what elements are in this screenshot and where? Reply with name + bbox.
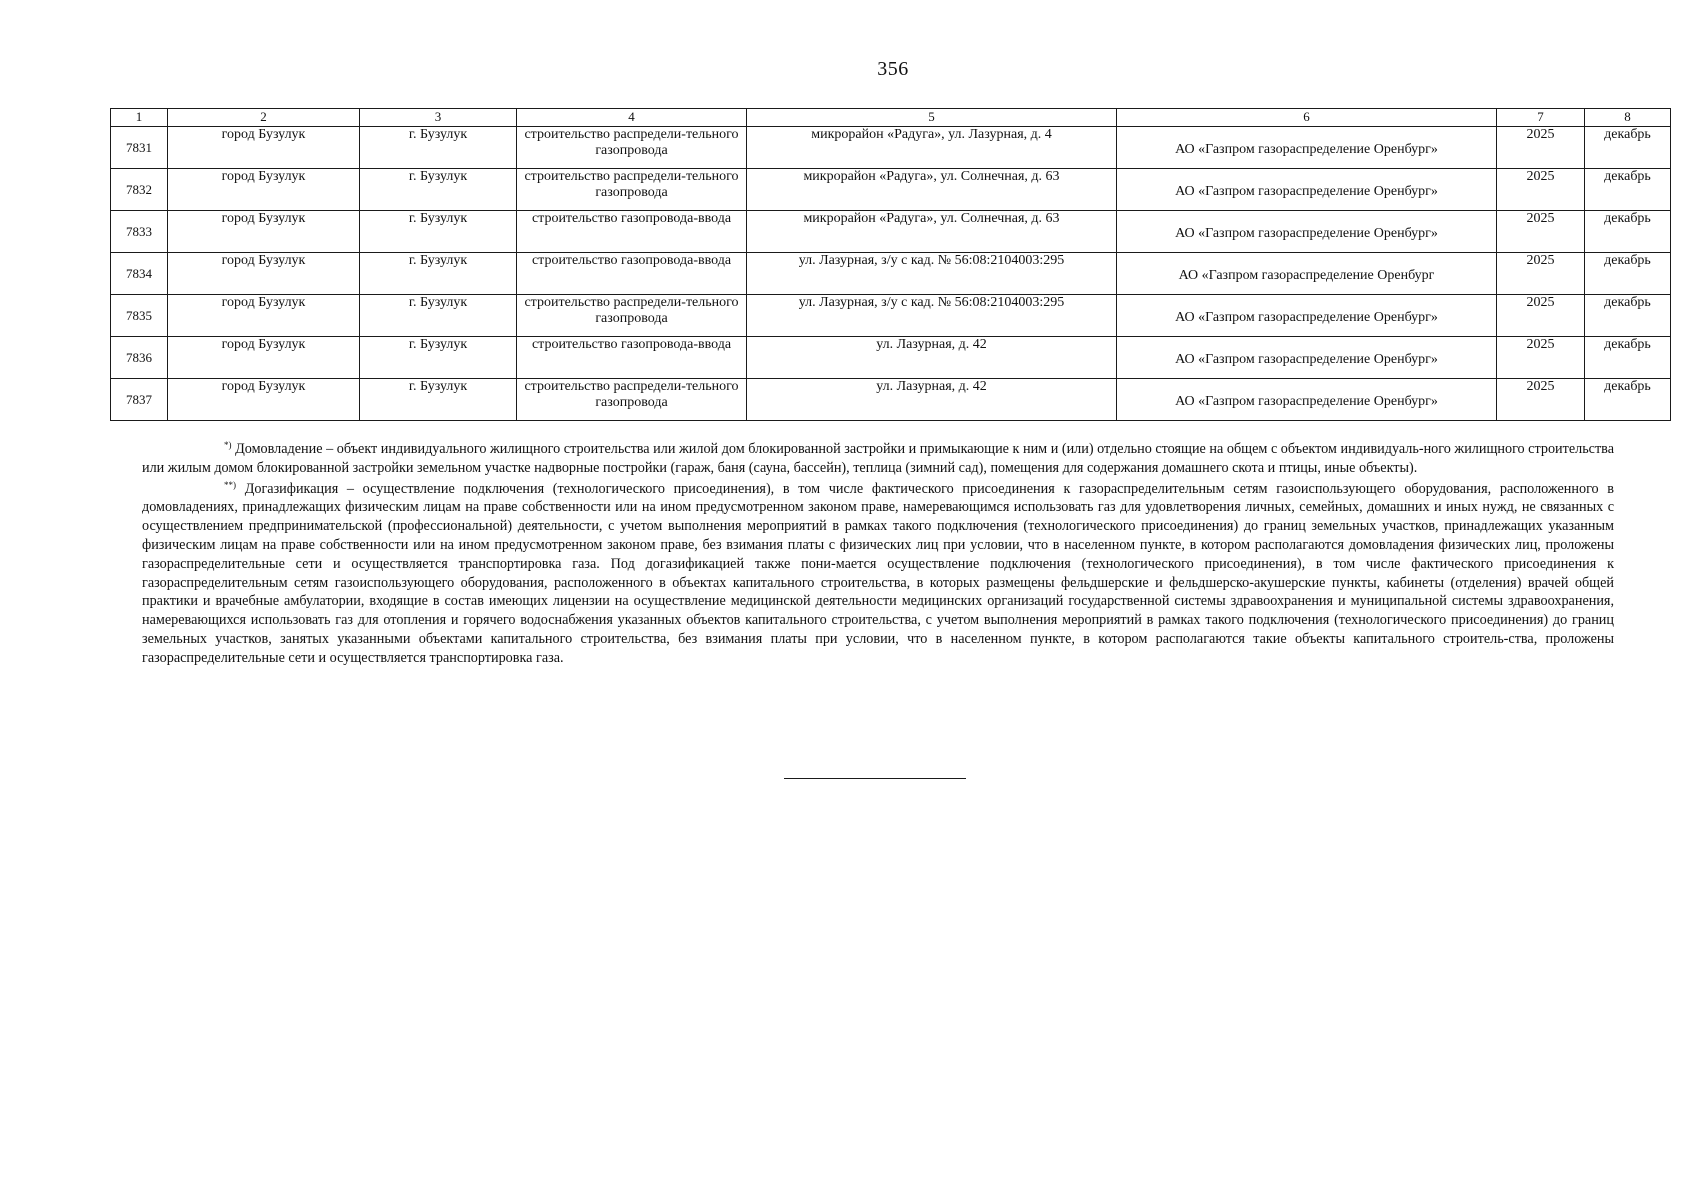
row-number: 7837 [111, 379, 168, 421]
month-cell: декабрь [1585, 211, 1671, 253]
year-cell: 2025 [1497, 253, 1585, 295]
month-cell: декабрь [1585, 379, 1671, 421]
column-number-row [111, 109, 1671, 127]
municipality-cell: город Бузулук [168, 127, 360, 169]
locality-cell: г. Бузулук [360, 337, 517, 379]
municipality-cell: город Бузулук [168, 211, 360, 253]
organization-cell: АО «Газпром газораспределение Оренбург» [1117, 379, 1497, 421]
address-cell: микрорайон «Радуга», ул. Лазурная, д. 4 [747, 127, 1117, 169]
work-type-cell: строительство распредели-тельного газопровода [517, 295, 747, 337]
year-cell: 2025 [1497, 379, 1585, 421]
footnote-marker: *) [224, 440, 232, 450]
table-row [111, 337, 1671, 379]
locality-cell: г. Бузулук [360, 211, 517, 253]
work-type-cell: строительство распредели-тельного газопровода [517, 169, 747, 211]
year-cell: 2025 [1497, 127, 1585, 169]
address-cell: микрорайон «Радуга», ул. Солнечная, д. 63 [747, 169, 1117, 211]
work-type-cell: строительство газопровода-ввода [517, 253, 747, 295]
end-of-document-rule [784, 778, 966, 779]
column-header: 3 [360, 109, 517, 127]
work-type-cell: строительство распредели-тельного газопровода [517, 379, 747, 421]
organization-cell: АО «Газпром газораспределение Оренбург» [1117, 127, 1497, 169]
year-cell: 2025 [1497, 169, 1585, 211]
table-row [111, 169, 1671, 211]
footnote-text: Догазификация – осуществление подключения (технологического присоединения), в том числе фактического присоединения к газораспределительным сетям газоиспользующего оборудования, расположенного в домовладениях, принадлежащих физическим лицам на праве собственности или на ином предусмотренном законом праве, намеревающимся использовать газ для удовлетворения личных, семейных, домашних и иных нужд, не связанных с осуществлением предпринимательской (профессиональной) деятельности, с учетом выполнения мероприятий в рамках такого подключения (технологического присоединения) до границ земельных участков, принадлежащих указанным физическим лицам на праве собственности или на ином предусмотренном законом праве, без взимания платы с физических лиц при условии, что в населенном пункте, в котором располагаются домовладения физических лиц, проложены газораспределительные сети и осуществляется транспортировка газа. Под догазификацией также пони-мается осуществление подключения (технологического присоединения), в том числе фактического присоединения к газораспределительным сетям газоиспользующего оборудования, расположенного в объектах капитального строительства, в которых размещены фельдшерские и фельдшерско-акушерские пункты, кабинеты (отделения) врачей общей практики и врачебные амбулатории, входящие в состав имеющих лицензии на осуществление медицинской деятельности медицинских организаций государственной системы здравоохранения и муниципальной системы здравоохранения, намеревающихся использовать газ для отопления и горячего водоснабжения указанных объектов капитального строительства, с учетом выполнения мероприятий в рамках такого подключения (технологического присоединения) до границ земельных участков, занятых указанными объектами капитального строительства, без взимания платы при условии, что в населенном пункте, в котором располагаются такие объекты капитального строитель-ства, проложены газораспределительные сети и осуществляется транспортировка газа. [142, 480, 1615, 666]
address-cell: микрорайон «Радуга», ул. Солнечная, д. 63 [747, 211, 1117, 253]
row-number: 7831 [111, 127, 168, 169]
month-cell: декабрь [1585, 337, 1671, 379]
locality-cell: г. Бузулук [360, 253, 517, 295]
organization-cell: АО «Газпром газораспределение Оренбург» [1117, 337, 1497, 379]
column-header: 6 [1117, 109, 1497, 127]
footnotes [142, 440, 1614, 670]
address-cell: ул. Лазурная, д. 42 [747, 337, 1117, 379]
locality-cell: г. Бузулук [360, 295, 517, 337]
year-cell: 2025 [1497, 337, 1585, 379]
year-cell: 2025 [1497, 211, 1585, 253]
address-cell: ул. Лазурная, д. 42 [747, 379, 1117, 421]
table-row [111, 127, 1671, 169]
column-header: 4 [517, 109, 747, 127]
locality-cell: г. Бузулук [360, 127, 517, 169]
row-number: 7836 [111, 337, 168, 379]
column-header: 5 [747, 109, 1117, 127]
municipality-cell: город Бузулук [168, 337, 360, 379]
table-row [111, 295, 1671, 337]
organization-cell: АО «Газпром газораспределение Оренбург» [1117, 169, 1497, 211]
column-header: 1 [111, 109, 168, 127]
year-cell: 2025 [1497, 295, 1585, 337]
organization-cell: АО «Газпром газораспределение Оренбург» [1117, 295, 1497, 337]
row-number: 7835 [111, 295, 168, 337]
row-number: 7833 [111, 211, 168, 253]
locality-cell: г. Бузулук [360, 169, 517, 211]
row-number: 7834 [111, 253, 168, 295]
footnote-text: Домовладение – объект индивидуального жилищного строительства или жилой дом блокированной застройки и примыкающие к ним и (или) отдельно стоящие на общем с объектом индивидуаль-ного жилищного строительства или жилым домом блокированной застройки земельном участке надворные постройки (гараж, баня (сауна, бассейн), теплица (зимний сад), помещения для содержания домашнего скота и птицы, иные объекты). [142, 441, 1614, 476]
address-cell: ул. Лазурная, з/у с кад. № 56:08:2104003:295 [747, 295, 1117, 337]
table-row [111, 379, 1671, 421]
column-header: 8 [1585, 109, 1671, 127]
address-cell: ул. Лазурная, з/у с кад. № 56:08:2104003:295 [747, 253, 1117, 295]
work-type-cell: строительство газопровода-ввода [517, 211, 747, 253]
month-cell: декабрь [1585, 169, 1671, 211]
organization-cell: АО «Газпром газораспределение Оренбург» [1117, 211, 1497, 253]
municipality-cell: город Бузулук [168, 169, 360, 211]
month-cell: декабрь [1585, 253, 1671, 295]
municipality-cell: город Бузулук [168, 379, 360, 421]
gasification-table [110, 108, 1671, 421]
table-row [111, 253, 1671, 295]
organization-cell: АО «Газпром газораспределение Оренбург [1117, 253, 1497, 295]
footnote-household [142, 440, 1614, 478]
table-row [111, 211, 1671, 253]
footnote-additional-gasification [142, 480, 1614, 668]
column-header: 7 [1497, 109, 1585, 127]
month-cell: декабрь [1585, 127, 1671, 169]
locality-cell: г. Бузулук [360, 379, 517, 421]
work-type-cell: строительство газопровода-ввода [517, 337, 747, 379]
row-number: 7832 [111, 169, 168, 211]
footnote-marker: **) [224, 479, 236, 490]
column-header: 2 [168, 109, 360, 127]
page-number: 356 [877, 58, 909, 80]
municipality-cell: город Бузулук [168, 253, 360, 295]
month-cell: декабрь [1585, 295, 1671, 337]
work-type-cell: строительство распредели-тельного газопровода [517, 127, 747, 169]
municipality-cell: город Бузулук [168, 295, 360, 337]
